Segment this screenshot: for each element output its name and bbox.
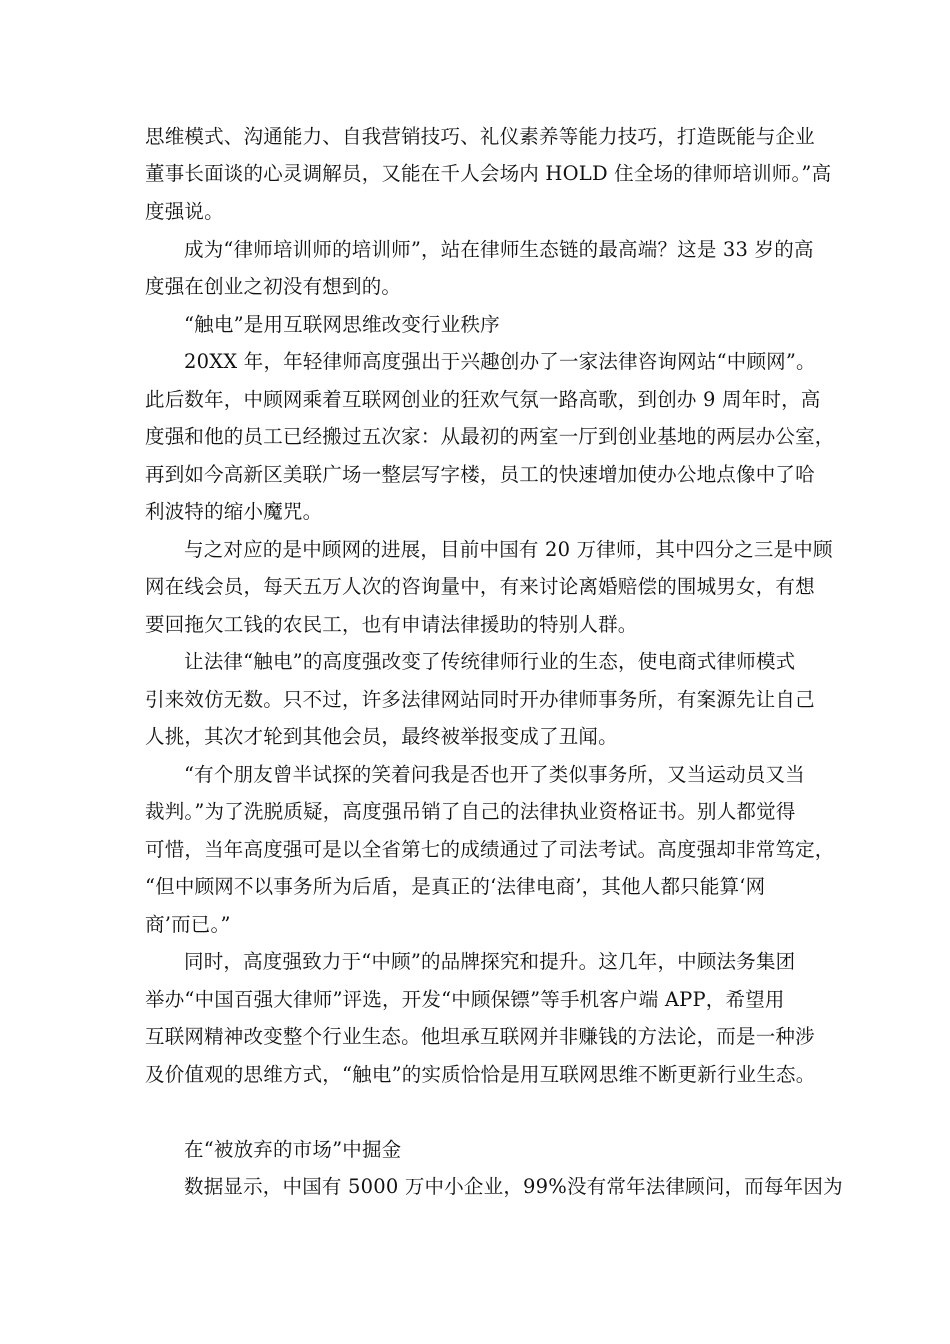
text-line: 引来效仿无数。只不过，许多法律网站同时开办律师事务所，有案源先让自己	[145, 688, 815, 711]
text-line: “有个朋友曾半试探的笑着问我是否也开了类似事务所，又当运动员又当	[184, 763, 805, 786]
text-line: 度强和他的员工已经搬过五次家：从最初的两室一厅到创业基地的两层办公室，	[145, 425, 835, 448]
text-line: 让法律“触电”的高度强改变了传统律师行业的生态，使电商式律师模式	[184, 650, 796, 673]
text-line: 裁判。”为了洗脱质疑，高度强吊销了自己的法律执业资格证书。别人都觉得	[145, 800, 796, 823]
text-line: 同时，高度强致力于“中顾”的品牌探究和提升。这几年，中顾法务集团	[184, 950, 796, 973]
text-line: 再到如今高新区美联广场一整层写字楼，员工的快速增加使办公地点像中了哈	[145, 463, 815, 486]
text-line: 要回拖欠工钱的农民工，也有申请法律援助的特别人群。	[145, 613, 638, 636]
text-line: 与之对应的是中顾网的进展，目前中国有 20 万律师，其中四分之三是中顾	[184, 538, 833, 561]
text-line: 可惜，当年高度强可是以全省第七的成绩通过了司法考试。高度强却非常笃定，	[145, 838, 835, 861]
text-line: 利波特的缩小魔咒。	[145, 500, 323, 523]
text-line: 此后数年，中顾网乘着互联网创业的狂欢气氛一路高歌，到创办 9 周年时，高	[145, 388, 821, 411]
text-line: 成为“律师培训师的培训师”，站在律师生态链的最高端？这是 33 岁的高	[184, 238, 814, 261]
text-line: 及价值观的思维方式，“触电”的实质恰恰是用互联网思维不断更新行业生态。	[145, 1063, 816, 1086]
section-heading: “触电”是用互联网思维改变行业秩序	[184, 313, 500, 336]
text-line: 董事长面谈的心灵调解员，又能在千人会场内 HOLD 住全场的律师培训师。”高	[145, 162, 832, 185]
section-heading: 在“被放弃的市场”中掘金	[184, 1138, 402, 1161]
text-line: 互联网精神改变整个行业生态。他坦承互联网并非赚钱的方法论，而是一种涉	[145, 1025, 815, 1048]
text-line: “但中顾网不以事务所为后盾，是真正的‘法律电商’，其他人都只能算‘网	[145, 875, 766, 898]
text-line: 数据显示，中国有 5000 万中小企业，99%没有常年法律顾问，而每年因为	[184, 1175, 843, 1198]
text-line: 举办“中国百强大律师”评选，开发“中顾保镖”等手机客户端 APP，希望用	[145, 988, 785, 1011]
text-line: 思维模式、沟通能力、自我营销技巧、礼仪素养等能力技巧，打造既能与企业	[145, 125, 815, 148]
text-line: 20XX 年，年轻律师高度强出于兴趣创办了一家法律咨询网站“中顾网”。	[184, 350, 816, 373]
text-line: 商’而已。”	[145, 913, 231, 936]
text-line: 度强说。	[145, 200, 224, 223]
text-line: 网在线会员，每天五万人次的咨询量中，有来讨论离婚赔偿的围城男女，有想	[145, 575, 815, 598]
text-line: 人挑，其次才轮到其他会员，最终被举报变成了丑闻。	[145, 725, 618, 748]
text-line: 度强在创业之初没有想到的。	[145, 275, 402, 298]
